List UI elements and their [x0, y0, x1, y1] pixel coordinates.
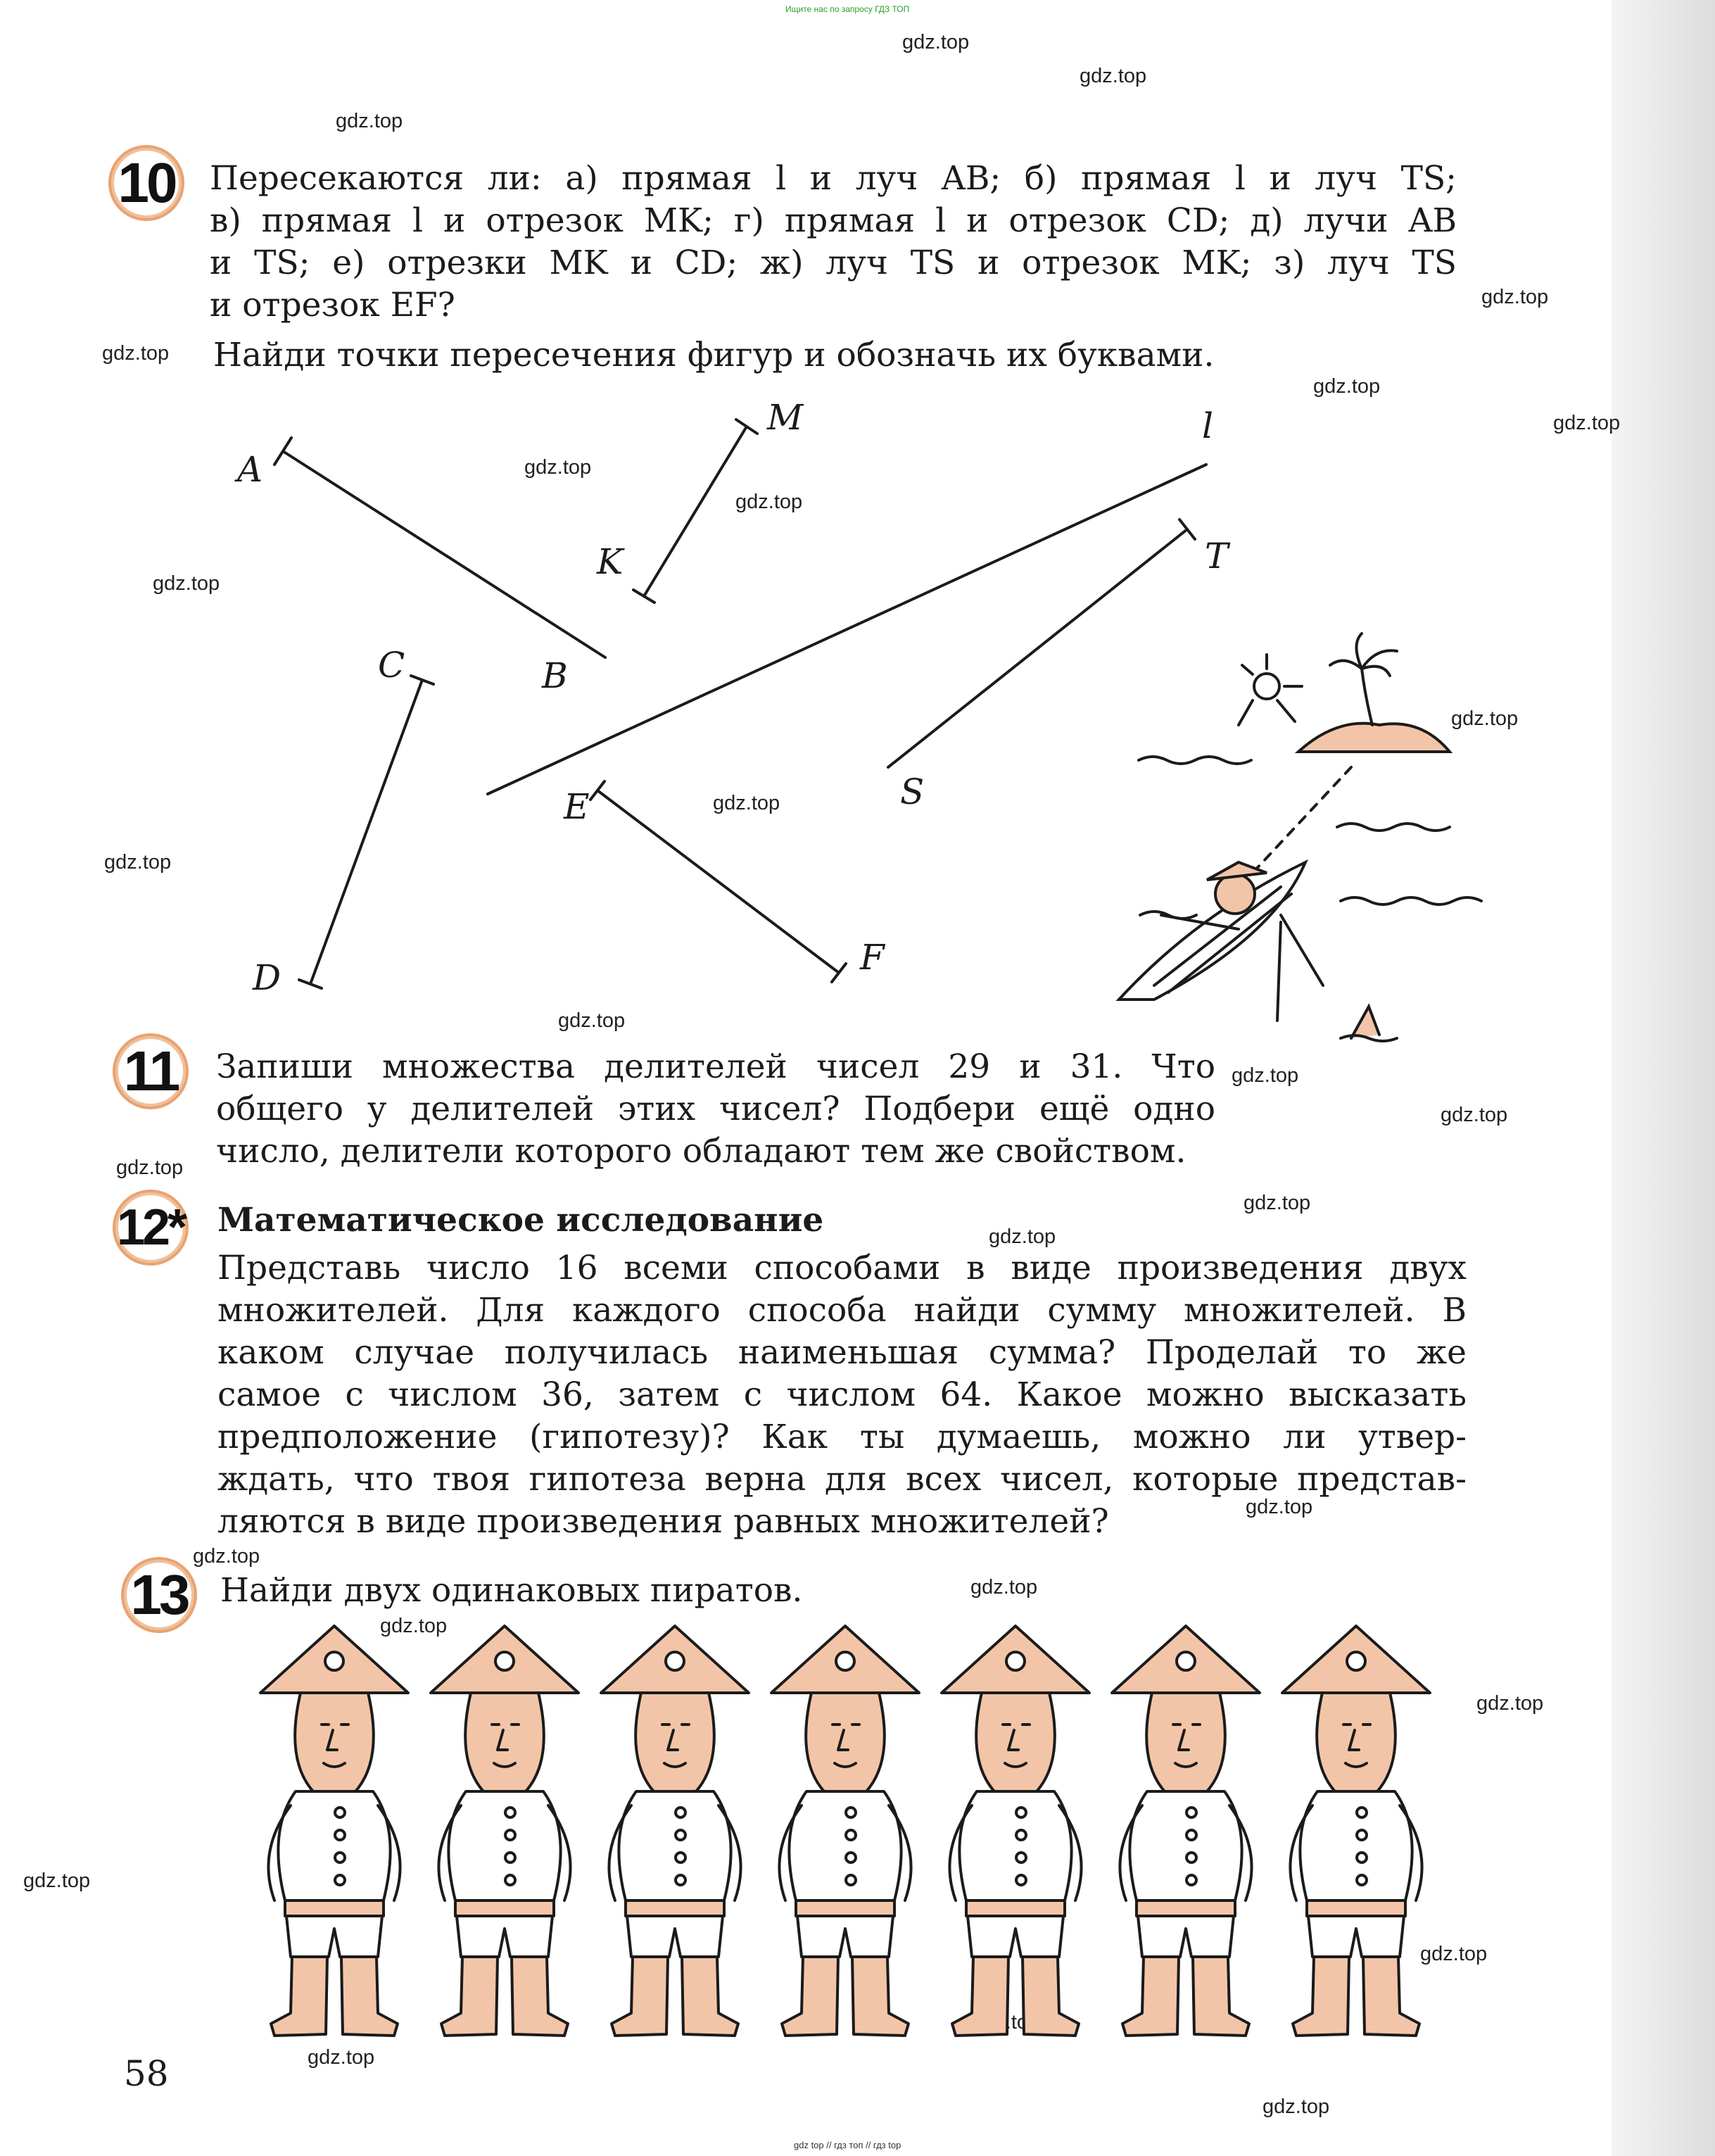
- watermark: gdz.top: [902, 31, 970, 53]
- button-icon: [1357, 1853, 1367, 1862]
- button-icon: [335, 1830, 345, 1840]
- button-icon: [1016, 1875, 1026, 1885]
- watermark: gdz.top: [308, 2046, 375, 2069]
- point-label-s: S: [900, 771, 925, 812]
- pirate-figure[interactable]: [601, 1626, 749, 2036]
- button-icon: [676, 1853, 685, 1862]
- pirate-boot: [1363, 1957, 1419, 2036]
- button-icon: [846, 1853, 856, 1862]
- task-number: 11: [118, 1039, 183, 1104]
- pirate-face: [976, 1693, 1055, 1798]
- task13-text: Найди двух одинаковых пиратов.: [220, 1571, 803, 1610]
- pirate-boot: [1293, 1957, 1349, 2036]
- pirate-figure[interactable]: [1282, 1626, 1430, 2036]
- pirate-belt: [796, 1900, 894, 1916]
- skull-emblem-icon: [495, 1652, 514, 1670]
- task-number: 12*: [118, 1195, 183, 1260]
- line-label-l: l: [1202, 405, 1213, 446]
- watermark: gdz.top: [104, 851, 172, 874]
- pirate-belt: [455, 1900, 554, 1916]
- watermark: gdz.top: [1313, 375, 1381, 398]
- watermark: gdz.top: [1246, 1496, 1313, 1518]
- pirate-trousers: [627, 1916, 723, 1957]
- pirate-boot: [341, 1957, 398, 2036]
- point-label-b: B: [542, 655, 568, 696]
- point-label-d: D: [253, 957, 281, 998]
- button-icon: [1186, 1830, 1196, 1840]
- pirate-trousers: [797, 1916, 893, 1957]
- pirate-boot: [1023, 1957, 1079, 2036]
- button-icon: [1016, 1853, 1026, 1862]
- pirate-shirt: [1300, 1791, 1412, 1900]
- watermark: gdz.top: [1451, 707, 1519, 730]
- point-label-m: M: [767, 397, 804, 438]
- pirate-belt: [285, 1900, 384, 1916]
- button-icon: [846, 1808, 856, 1817]
- watermark: gdz.top: [524, 456, 592, 479]
- button-icon: [505, 1853, 515, 1862]
- pirate-shirt: [959, 1791, 1071, 1900]
- pirate-trousers: [1138, 1916, 1234, 1957]
- task12-line: самое с числом 36, затем с числом 64. Какое можно высказать: [217, 1375, 1467, 1414]
- watermark: gdz.top: [1441, 1104, 1508, 1126]
- watermark: gdz.top: [970, 1576, 1038, 1599]
- watermark: gdz.top: [1420, 1943, 1488, 1965]
- task10-line: в) прямая l и отрезок MK; г) прямая l и отрезок CD; д) лучи AB: [210, 201, 1457, 240]
- pirate-face: [1317, 1693, 1396, 1798]
- pirate-figure[interactable]: [771, 1626, 919, 2036]
- task11-line: общего у делителей этих чисел? Подбери ещё одно: [216, 1090, 1215, 1128]
- button-icon: [1186, 1875, 1196, 1885]
- button-icon: [846, 1830, 856, 1840]
- pirate-trousers: [457, 1916, 552, 1957]
- pirate-face: [295, 1693, 374, 1798]
- point-label-e: E: [564, 786, 590, 827]
- watermark: gdz.top: [1262, 2095, 1330, 2118]
- pirate-boot: [512, 1957, 568, 2036]
- skull-emblem-icon: [836, 1652, 854, 1670]
- pirate-trousers: [286, 1916, 382, 1957]
- button-icon: [1186, 1808, 1196, 1817]
- task10-instruction: Найди точки пересечения фигур и обозначь их буквами.: [213, 336, 1215, 374]
- pirate-boot: [952, 1957, 1008, 2036]
- pirate-belt: [626, 1900, 724, 1916]
- pirate-shirt: [278, 1791, 390, 1900]
- task11-line: Запиши множества делителей чисел 29 и 31. Что: [216, 1047, 1215, 1086]
- watermark: gdz.top: [336, 110, 403, 132]
- pirate-face: [635, 1693, 714, 1798]
- watermark: gdz.top: [1476, 1692, 1544, 1715]
- button-icon: [1357, 1830, 1367, 1840]
- watermark: gdz.top: [102, 342, 170, 365]
- button-icon: [1186, 1853, 1196, 1862]
- button-icon: [335, 1808, 345, 1817]
- pirate-belt: [1137, 1900, 1235, 1916]
- task10-line: и TS; е) отрезки MK и CD; ж) луч TS и отрезок MK; з) луч TS: [210, 244, 1457, 282]
- pirate-trousers: [968, 1916, 1063, 1957]
- button-icon: [1357, 1808, 1367, 1817]
- watermark: gdz.top: [1481, 286, 1549, 308]
- pirate-trousers: [1308, 1916, 1404, 1957]
- skull-emblem-icon: [1177, 1652, 1195, 1670]
- skull-emblem-icon: [325, 1652, 343, 1670]
- watermark: gdz.top: [153, 572, 220, 595]
- button-icon: [505, 1808, 515, 1817]
- task10-line: Пересекаются ли: а) прямая l и луч AB; б) прямая l и луч TS;: [210, 159, 1457, 198]
- pirate-face: [465, 1693, 544, 1798]
- watermark: gdz.top: [1243, 1192, 1311, 1214]
- watermark-bottom-notice: gdz top // гдз топ // гдз top: [794, 2140, 901, 2150]
- task12-line: ждать, что твоя гипотеза верна для всех чисел, которые представ-: [217, 1460, 1467, 1499]
- pirate-belt: [1307, 1900, 1405, 1916]
- watermark: gdz.top: [989, 1225, 1056, 1248]
- skull-emblem-icon: [666, 1652, 684, 1670]
- page-number: 58: [124, 2053, 169, 2094]
- pirate-figure[interactable]: [942, 1626, 1089, 2036]
- button-icon: [676, 1875, 685, 1885]
- pirate-face: [806, 1693, 885, 1798]
- button-icon: [1016, 1830, 1026, 1840]
- pirate-shirt: [448, 1791, 560, 1900]
- button-icon: [505, 1875, 515, 1885]
- skull-emblem-icon: [1006, 1652, 1025, 1670]
- pirate-boot: [1193, 1957, 1249, 2036]
- watermark: gdz.top: [193, 1545, 260, 1568]
- watermark: gdz.top: [1553, 412, 1621, 434]
- task12-line: ляются в виде произведения равных множителей?: [217, 1502, 1109, 1541]
- task12-line: Представь число 16 всеми способами в виде произведения двух: [217, 1249, 1467, 1287]
- pirate-shirt: [619, 1791, 730, 1900]
- button-icon: [846, 1875, 856, 1885]
- watermark: gdz.top: [1080, 65, 1147, 87]
- pirate-boot: [682, 1957, 738, 2036]
- task12-line: множителей. Для каждого способа найди сумму множителей. В: [217, 1291, 1467, 1330]
- pirate-boot: [782, 1957, 838, 2036]
- task11-line: число, делители которого обладают тем же свойством.: [216, 1132, 1186, 1171]
- pirate-boot: [271, 1957, 327, 2036]
- pirate-figure[interactable]: [1112, 1626, 1260, 2036]
- pirate-shirt: [789, 1791, 901, 1900]
- watermark: gdz.top: [116, 1156, 184, 1179]
- pirate-shirt: [1129, 1791, 1241, 1900]
- point-label-k: K: [597, 541, 624, 582]
- task-number: 13: [127, 1563, 191, 1627]
- pirate-face: [1146, 1693, 1225, 1798]
- watermark: gdz.top: [735, 491, 803, 513]
- button-icon: [676, 1808, 685, 1817]
- watermark: gdz.top: [558, 1009, 626, 1032]
- task12-heading: Математическое исследование: [217, 1201, 824, 1240]
- point-label-t: T: [1205, 536, 1229, 576]
- watermark: gdz.top: [1232, 1064, 1299, 1087]
- pirate-figure[interactable]: [431, 1626, 578, 2036]
- point-label-f: F: [860, 937, 885, 978]
- task12-line: каком случае получилась наименьшая сумма? Проделай то же: [217, 1333, 1467, 1372]
- watermark-top-notice: Ищите нас по запросу ГДЗ ТОП: [785, 4, 910, 14]
- pirate-figure[interactable]: [260, 1626, 408, 2036]
- button-icon: [1357, 1875, 1367, 1885]
- point-label-a: A: [237, 449, 263, 490]
- watermark: gdz.top: [380, 1615, 448, 1637]
- watermark: gdz.top: [23, 1870, 91, 1892]
- skull-emblem-icon: [1347, 1652, 1365, 1670]
- task12-line: предположение (гипотезу)? Как ты думаешь, можно ли утвер-: [217, 1418, 1467, 1456]
- pirate-boot: [1122, 1957, 1179, 2036]
- pirate-boot: [612, 1957, 668, 2036]
- task-number: 10: [114, 151, 179, 215]
- watermark: gdz.top: [713, 792, 780, 814]
- task10-line: и отрезок EF?: [210, 286, 455, 324]
- point-label-c: C: [378, 645, 405, 686]
- pirate-boot: [441, 1957, 498, 2036]
- button-icon: [505, 1830, 515, 1840]
- button-icon: [1016, 1808, 1026, 1817]
- button-icon: [335, 1875, 345, 1885]
- button-icon: [676, 1830, 685, 1840]
- pirate-boot: [852, 1957, 909, 2036]
- pirate-belt: [966, 1900, 1065, 1916]
- button-icon: [335, 1853, 345, 1862]
